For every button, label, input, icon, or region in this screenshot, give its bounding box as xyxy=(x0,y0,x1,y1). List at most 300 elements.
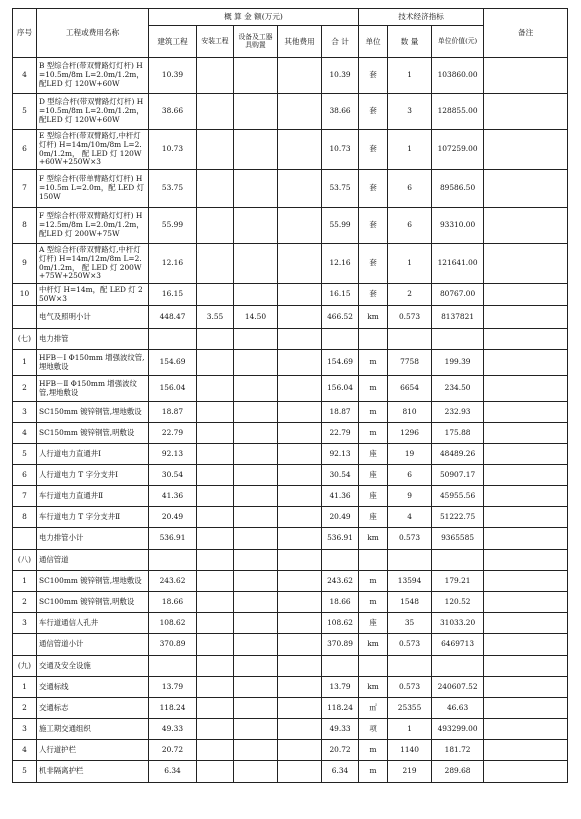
row-other xyxy=(278,444,322,465)
row-construction: 30.54 xyxy=(149,465,197,486)
row-equipment xyxy=(234,329,278,350)
row-quantity: 1140 xyxy=(388,740,432,761)
row-total: 154.69 xyxy=(322,350,359,376)
row-name: 人行道电力直通井Ⅰ xyxy=(37,444,149,465)
row-seq: 5 xyxy=(13,94,37,130)
row-remark xyxy=(484,761,568,783)
row-seq: 7 xyxy=(13,486,37,507)
row-other xyxy=(278,465,322,486)
row-remark xyxy=(484,465,568,486)
row-name: 交通及安全设施 xyxy=(37,656,149,677)
row-equipment xyxy=(234,444,278,465)
row-equipment xyxy=(234,208,278,244)
row-equipment xyxy=(234,656,278,677)
header-total: 合 计 xyxy=(322,26,359,58)
row-name: SC150mm 镀锌钢管,埋地敷设 xyxy=(37,402,149,423)
row-remark xyxy=(484,376,568,402)
row-seq: 6 xyxy=(13,130,37,170)
table-row xyxy=(13,550,568,571)
row-equipment xyxy=(234,571,278,592)
row-quantity: 6 xyxy=(388,465,432,486)
row-other xyxy=(278,208,322,244)
row-unit: 套 xyxy=(359,244,388,284)
row-unit-price: 121641.00 xyxy=(432,244,484,284)
row-seq: 9 xyxy=(13,244,37,284)
row-quantity: 7758 xyxy=(388,350,432,376)
row-remark xyxy=(484,592,568,613)
row-unit: 座 xyxy=(359,486,388,507)
table-row xyxy=(13,613,568,634)
row-equipment xyxy=(234,94,278,130)
row-other xyxy=(278,284,322,306)
row-quantity: 1 xyxy=(388,130,432,170)
header-row-1 xyxy=(13,9,568,26)
row-install: 3.55 xyxy=(197,306,234,329)
row-other xyxy=(278,423,322,444)
row-seq: 8 xyxy=(13,208,37,244)
row-name: 车行道通信人孔井 xyxy=(37,613,149,634)
row-install xyxy=(197,423,234,444)
row-unit-price: 103860.00 xyxy=(432,58,484,94)
row-quantity: 0.573 xyxy=(388,677,432,698)
row-quantity: 219 xyxy=(388,761,432,783)
row-quantity: 810 xyxy=(388,402,432,423)
row-seq: (九) xyxy=(13,656,37,677)
row-unit-price: 8137821 xyxy=(432,306,484,329)
row-unit: km xyxy=(359,306,388,329)
row-other xyxy=(278,329,322,350)
row-name: 中杆灯 H=14m，配 LED 灯 250W×3 xyxy=(37,284,149,306)
row-seq: (八) xyxy=(13,550,37,571)
row-unit: 座 xyxy=(359,444,388,465)
row-install xyxy=(197,613,234,634)
row-name: 车行道电力 T 字分支井Ⅱ xyxy=(37,507,149,528)
row-quantity: 9 xyxy=(388,486,432,507)
row-total xyxy=(322,656,359,677)
row-other xyxy=(278,634,322,656)
header-amount-group: 概 算 金 额(万元) xyxy=(149,9,359,26)
header-equipment: 设备及工器具购置 xyxy=(234,26,278,58)
row-construction xyxy=(149,550,197,571)
row-equipment xyxy=(234,677,278,698)
row-remark xyxy=(484,677,568,698)
row-name: 电气及照明小计 xyxy=(37,306,149,329)
row-unit-price: 175.88 xyxy=(432,423,484,444)
table-row xyxy=(13,94,568,130)
table-row xyxy=(13,244,568,284)
row-remark xyxy=(484,306,568,329)
table-row xyxy=(13,208,568,244)
row-remark xyxy=(484,550,568,571)
row-total: 536.91 xyxy=(322,528,359,550)
row-unit: m xyxy=(359,571,388,592)
row-total: 118.24 xyxy=(322,698,359,719)
header-seq: 序号 xyxy=(13,9,37,58)
row-unit-price: 51222.75 xyxy=(432,507,484,528)
row-unit: km xyxy=(359,528,388,550)
row-other xyxy=(278,719,322,740)
row-total: 10.39 xyxy=(322,58,359,94)
row-unit: m xyxy=(359,350,388,376)
row-other xyxy=(278,130,322,170)
row-unit: 座 xyxy=(359,613,388,634)
row-unit: m xyxy=(359,740,388,761)
row-total: 13.79 xyxy=(322,677,359,698)
row-remark xyxy=(484,613,568,634)
row-equipment xyxy=(234,244,278,284)
row-unit-price: 289.68 xyxy=(432,761,484,783)
row-equipment xyxy=(234,740,278,761)
row-construction xyxy=(149,656,197,677)
row-total: 92.13 xyxy=(322,444,359,465)
row-other xyxy=(278,528,322,550)
row-unit: km xyxy=(359,677,388,698)
row-construction: 18.87 xyxy=(149,402,197,423)
row-name: HFB－Ⅰ Φ150mm 增强波纹管,埋地敷设 xyxy=(37,350,149,376)
row-unit-price: 181.72 xyxy=(432,740,484,761)
row-other xyxy=(278,244,322,284)
row-total: 53.75 xyxy=(322,170,359,208)
row-other xyxy=(278,571,322,592)
row-install xyxy=(197,507,234,528)
row-construction: 18.66 xyxy=(149,592,197,613)
row-name: 车行道电力直通井Ⅱ xyxy=(37,486,149,507)
table-row xyxy=(13,350,568,376)
row-quantity: 3 xyxy=(388,94,432,130)
row-remark xyxy=(484,444,568,465)
row-unit: m xyxy=(359,376,388,402)
row-unit-price: 234.50 xyxy=(432,376,484,402)
row-unit-price: 31033.20 xyxy=(432,613,484,634)
row-unit: 套 xyxy=(359,284,388,306)
table-row xyxy=(13,507,568,528)
row-total: 243.62 xyxy=(322,571,359,592)
table-row xyxy=(13,571,568,592)
row-total xyxy=(322,550,359,571)
row-unit-price: 232.93 xyxy=(432,402,484,423)
row-equipment xyxy=(234,350,278,376)
row-install xyxy=(197,486,234,507)
row-total: 108.62 xyxy=(322,613,359,634)
row-remark xyxy=(484,244,568,284)
row-equipment xyxy=(234,402,278,423)
row-name: E 型综合杆(带双臂路灯,中杆灯灯杆) H=14m/10m/8m L=2.0m/1.2m， 配 LED 灯 120W+60W+250W×3 xyxy=(37,130,149,170)
row-quantity: 13594 xyxy=(388,571,432,592)
row-construction: 10.39 xyxy=(149,58,197,94)
row-seq: (七) xyxy=(13,329,37,350)
row-install xyxy=(197,94,234,130)
row-seq: 2 xyxy=(13,698,37,719)
row-construction: 108.62 xyxy=(149,613,197,634)
row-construction: 370.89 xyxy=(149,634,197,656)
row-unit: 套 xyxy=(359,170,388,208)
header-quantity: 数 量 xyxy=(388,26,432,58)
row-unit: 项 xyxy=(359,719,388,740)
row-unit-price: 179.21 xyxy=(432,571,484,592)
row-total: 466.52 xyxy=(322,306,359,329)
row-install xyxy=(197,528,234,550)
row-total: 38.66 xyxy=(322,94,359,130)
row-unit-price xyxy=(432,329,484,350)
row-seq: 5 xyxy=(13,761,37,783)
row-seq: 3 xyxy=(13,719,37,740)
row-seq: 4 xyxy=(13,58,37,94)
table-row xyxy=(13,486,568,507)
row-construction: 448.47 xyxy=(149,306,197,329)
row-quantity xyxy=(388,329,432,350)
row-quantity: 6654 xyxy=(388,376,432,402)
row-install xyxy=(197,58,234,94)
row-construction: 243.62 xyxy=(149,571,197,592)
row-construction: 53.75 xyxy=(149,170,197,208)
row-unit-price: 46.63 xyxy=(432,698,484,719)
row-unit-price: 493299.00 xyxy=(432,719,484,740)
row-construction: 156.04 xyxy=(149,376,197,402)
row-unit-price: 48489.26 xyxy=(432,444,484,465)
row-equipment xyxy=(234,613,278,634)
row-remark xyxy=(484,698,568,719)
row-remark xyxy=(484,170,568,208)
row-name: 电力排管 xyxy=(37,329,149,350)
row-equipment xyxy=(234,550,278,571)
row-construction: 536.91 xyxy=(149,528,197,550)
row-unit xyxy=(359,656,388,677)
row-unit-price: 199.39 xyxy=(432,350,484,376)
row-install xyxy=(197,350,234,376)
table-row xyxy=(13,761,568,783)
row-equipment xyxy=(234,507,278,528)
row-name: SC100mm 镀锌钢管,明敷设 xyxy=(37,592,149,613)
row-unit: km xyxy=(359,634,388,656)
row-name: 人行道护栏 xyxy=(37,740,149,761)
row-quantity: 1 xyxy=(388,244,432,284)
row-unit-price: 120.52 xyxy=(432,592,484,613)
row-remark xyxy=(484,58,568,94)
row-equipment xyxy=(234,376,278,402)
row-total: 22.79 xyxy=(322,423,359,444)
cost-estimate-table-container xyxy=(12,8,567,783)
row-remark xyxy=(484,329,568,350)
row-quantity xyxy=(388,656,432,677)
row-other xyxy=(278,376,322,402)
row-equipment xyxy=(234,698,278,719)
table-row xyxy=(13,58,568,94)
row-unit-price: 107259.00 xyxy=(432,130,484,170)
row-quantity: 1 xyxy=(388,58,432,94)
row-remark xyxy=(484,719,568,740)
row-other xyxy=(278,58,322,94)
row-total: 156.04 xyxy=(322,376,359,402)
row-total: 370.89 xyxy=(322,634,359,656)
row-construction: 41.36 xyxy=(149,486,197,507)
row-seq: 10 xyxy=(13,284,37,306)
row-total xyxy=(322,329,359,350)
row-install xyxy=(197,376,234,402)
header-remark: 备注 xyxy=(484,9,568,58)
row-install xyxy=(197,677,234,698)
table-row xyxy=(13,528,568,550)
row-total: 12.16 xyxy=(322,244,359,284)
row-quantity: 1 xyxy=(388,719,432,740)
row-unit: m xyxy=(359,402,388,423)
row-other xyxy=(278,613,322,634)
row-unit-price: 89586.50 xyxy=(432,170,484,208)
row-unit-price: 6469713 xyxy=(432,634,484,656)
row-unit: 套 xyxy=(359,208,388,244)
row-quantity: 2 xyxy=(388,284,432,306)
row-unit-price: 93310.00 xyxy=(432,208,484,244)
row-other xyxy=(278,350,322,376)
row-remark xyxy=(484,486,568,507)
row-name: SC100mm 镀锌钢管,埋地敷设 xyxy=(37,571,149,592)
row-remark xyxy=(484,350,568,376)
row-seq: 8 xyxy=(13,507,37,528)
table-row xyxy=(13,170,568,208)
row-unit xyxy=(359,550,388,571)
row-name: F 型综合杆(带双臂路灯灯杆) H=12.5m/8m L=2.0m/1.2m，配LED 灯 200W+75W xyxy=(37,208,149,244)
row-quantity: 35 xyxy=(388,613,432,634)
row-seq: 3 xyxy=(13,402,37,423)
header-tech-group: 技术经济指标 xyxy=(359,9,484,26)
row-total: 41.36 xyxy=(322,486,359,507)
row-construction: 92.13 xyxy=(149,444,197,465)
row-name: 施工期交通组织 xyxy=(37,719,149,740)
table-row xyxy=(13,592,568,613)
row-seq: 3 xyxy=(13,613,37,634)
row-seq: 1 xyxy=(13,677,37,698)
row-install xyxy=(197,740,234,761)
row-other xyxy=(278,402,322,423)
row-name: 电力排管小计 xyxy=(37,528,149,550)
row-equipment xyxy=(234,592,278,613)
header-name: 工程或费用名称 xyxy=(37,9,149,58)
row-other xyxy=(278,507,322,528)
row-name: D 型综合杆(带双臂路灯灯杆) H=10.5m/8m L=2.0m/1.2m，配LED 灯 120W+60W xyxy=(37,94,149,130)
row-construction: 20.49 xyxy=(149,507,197,528)
row-equipment xyxy=(234,284,278,306)
row-unit xyxy=(359,329,388,350)
row-construction: 118.24 xyxy=(149,698,197,719)
row-quantity xyxy=(388,550,432,571)
row-construction: 154.69 xyxy=(149,350,197,376)
row-seq xyxy=(13,634,37,656)
row-construction: 49.33 xyxy=(149,719,197,740)
row-name: 机非隔离护栏 xyxy=(37,761,149,783)
row-total: 10.73 xyxy=(322,130,359,170)
row-other xyxy=(278,170,322,208)
row-other xyxy=(278,306,322,329)
row-seq xyxy=(13,306,37,329)
row-unit-price: 50907.17 xyxy=(432,465,484,486)
row-remark xyxy=(484,740,568,761)
row-unit: 座 xyxy=(359,465,388,486)
row-name: HFB－Ⅱ Φ150mm 增强波纹管,埋地敷设 xyxy=(37,376,149,402)
row-unit-price: 240607.52 xyxy=(432,677,484,698)
row-seq: 7 xyxy=(13,170,37,208)
row-total: 49.33 xyxy=(322,719,359,740)
row-other xyxy=(278,656,322,677)
table-row xyxy=(13,719,568,740)
row-total: 6.34 xyxy=(322,761,359,783)
row-remark xyxy=(484,507,568,528)
header-construction: 建筑工程 xyxy=(149,26,197,58)
row-seq: 2 xyxy=(13,592,37,613)
table-row xyxy=(13,284,568,306)
table-row xyxy=(13,634,568,656)
row-seq: 1 xyxy=(13,571,37,592)
row-install xyxy=(197,571,234,592)
table-row xyxy=(13,423,568,444)
row-unit: 套 xyxy=(359,130,388,170)
row-total: 18.66 xyxy=(322,592,359,613)
row-other xyxy=(278,740,322,761)
table-row xyxy=(13,677,568,698)
table-row xyxy=(13,698,568,719)
row-remark xyxy=(484,423,568,444)
row-remark xyxy=(484,634,568,656)
row-total: 20.49 xyxy=(322,507,359,528)
row-construction: 38.66 xyxy=(149,94,197,130)
row-seq: 5 xyxy=(13,444,37,465)
row-quantity: 4 xyxy=(388,507,432,528)
row-unit: 套 xyxy=(359,94,388,130)
row-construction: 12.16 xyxy=(149,244,197,284)
row-total: 16.15 xyxy=(322,284,359,306)
row-unit-price: 80767.00 xyxy=(432,284,484,306)
row-other xyxy=(278,592,322,613)
row-unit-price xyxy=(432,656,484,677)
row-install xyxy=(197,698,234,719)
row-seq: 2 xyxy=(13,376,37,402)
row-quantity: 0.573 xyxy=(388,306,432,329)
table-row xyxy=(13,402,568,423)
row-remark xyxy=(484,571,568,592)
row-construction: 10.73 xyxy=(149,130,197,170)
row-equipment xyxy=(234,423,278,444)
row-name: 通信管道 xyxy=(37,550,149,571)
row-construction: 55.99 xyxy=(149,208,197,244)
row-remark xyxy=(484,656,568,677)
row-unit-price: 9365585 xyxy=(432,528,484,550)
row-install xyxy=(197,465,234,486)
table-row xyxy=(13,376,568,402)
row-unit: ㎡ xyxy=(359,698,388,719)
row-name: F 型综合杆(带单臂路灯灯杆) H=10.5m L=2.0m，配 LED 灯 150W xyxy=(37,170,149,208)
row-unit-price: 45955.56 xyxy=(432,486,484,507)
row-name: 通信管道小计 xyxy=(37,634,149,656)
table-body xyxy=(13,58,568,783)
row-install xyxy=(197,550,234,571)
row-other xyxy=(278,677,322,698)
header-install: 安装工程 xyxy=(197,26,234,58)
row-other xyxy=(278,761,322,783)
row-install xyxy=(197,284,234,306)
row-seq: 1 xyxy=(13,350,37,376)
table-row xyxy=(13,740,568,761)
header-unit-price: 单位价值(元) xyxy=(432,26,484,58)
table-row xyxy=(13,444,568,465)
row-remark xyxy=(484,402,568,423)
row-total: 30.54 xyxy=(322,465,359,486)
row-other xyxy=(278,550,322,571)
row-unit: m xyxy=(359,592,388,613)
row-equipment xyxy=(234,130,278,170)
row-unit: 套 xyxy=(359,58,388,94)
row-unit-price: 128855.00 xyxy=(432,94,484,130)
row-remark xyxy=(484,94,568,130)
row-construction: 20.72 xyxy=(149,740,197,761)
row-unit: 座 xyxy=(359,507,388,528)
